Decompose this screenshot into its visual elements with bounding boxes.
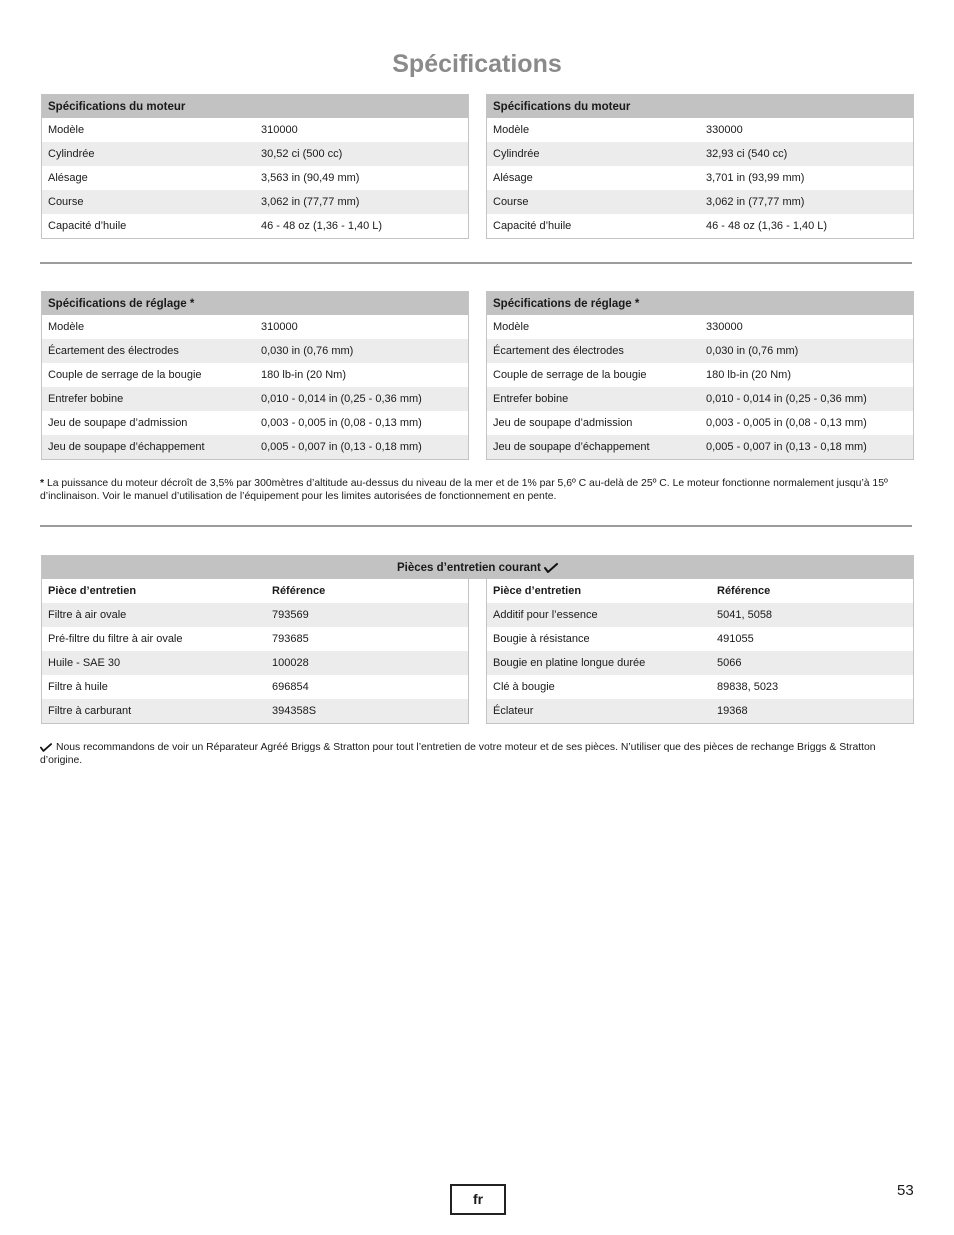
page-number: 53 [897,1182,914,1199]
footnote-text: Nous recommandons de voir un Réparateur Agréé Briggs & Stratton pour tout l’entretien de votre moteur et de ses pièces. N’utiliser que des pièces de rechange Briggs & Stratton d’origine. [40,742,876,766]
table-row: Filtre à carburant 394358S [42,699,469,724]
parts-table-left [41,579,469,724]
section-divider [40,525,912,527]
tuneup-spec-table-310000 [41,291,469,460]
table-row: Écartement des électrodes 0,030 in (0,76 mm) [42,339,469,363]
table-row: Couple de serrage de la bougie 180 lb-in (20 Nm) [487,363,914,387]
table-row: Cylindrée 30,52 ci (500 cc) [42,142,469,166]
table-column-headers [487,579,914,603]
table-row: Course 3,062 in (77,77 mm) [487,190,914,214]
table-row: Course 3,062 in (77,77 mm) [42,190,469,214]
column-header-part: Pièce d’entretien [487,579,712,603]
table-row: Éclateur 19368 [487,699,914,724]
parts-table-header [41,555,914,579]
table-row: Jeu de soupape d’échappement 0,005 - 0,007 in (0,13 - 0,18 mm) [42,435,469,460]
table-row: Jeu de soupape d’échappement 0,005 - 0,007 in (0,13 - 0,18 mm) [487,435,914,460]
table-row: Bougie en platine longue durée 5066 [487,651,914,675]
table-row: Modèle 330000 [487,315,914,339]
parts-footnote [40,742,914,767]
table-row: Alésage 3,563 in (90,49 mm) [42,166,469,190]
column-header-part: Pièce d’entretien [42,579,267,603]
table-row: Cylindrée 32,93 ci (540 cc) [487,142,914,166]
table-row: Modèle 330000 [487,118,914,142]
language-tab: fr [450,1184,506,1215]
engine-spec-table-330000 [486,94,914,239]
column-header-ref: Référence [711,579,914,603]
table-header: Spécifications du moteur [487,95,914,119]
table-row: Entrefer bobine 0,010 - 0,014 in (0,25 - 0,36 mm) [487,387,914,411]
table-header: Spécifications de réglage * [42,292,469,316]
table-row: Modèle 310000 [42,315,469,339]
checkmark-icon [544,563,558,573]
table-header: Spécifications de réglage * [487,292,914,316]
table-row: Filtre à air ovale 793569 [42,603,469,627]
parts-header-label: Pièces d’entretien courant [397,562,541,574]
engine-spec-table-310000 [41,94,469,239]
parts-table-right [486,579,914,724]
table-row: Huile - SAE 30 100028 [42,651,469,675]
footnote-marker: * [40,478,45,489]
table-row: Entrefer bobine 0,010 - 0,014 in (0,25 - 0,36 mm) [42,387,469,411]
table-row: Jeu de soupape d’admission 0,003 - 0,005 in (0,08 - 0,13 mm) [42,411,469,435]
table-row: Capacité d’huile 46 - 48 oz (1,36 - 1,40 L) [487,214,914,239]
table-row: Alésage 3,701 in (93,99 mm) [487,166,914,190]
table-header: Spécifications du moteur [42,95,469,119]
table-column-headers [42,579,469,603]
table-row: Filtre à huile 696854 [42,675,469,699]
footnote-text: La puissance du moteur décroît de 3,5% par 300mètres d’altitude au-dessus du niveau de la mer et de 1% par 5,6º C au-delà de 25º C. Le moteur fonctionne normalement jusqu’à 15º d’inclinaison. Voir le manuel d’utilisation de l’équipement pour les limites autorisées de fonctionnement en pente. [40,478,888,502]
table-row: Capacité d’huile 46 - 48 oz (1,36 - 1,40 L) [42,214,469,239]
table-row: Couple de serrage de la bougie 180 lb-in (20 Nm) [42,363,469,387]
table-row: Modèle 310000 [42,118,469,142]
table-row: Jeu de soupape d’admission 0,003 - 0,005 in (0,08 - 0,13 mm) [487,411,914,435]
section-divider [40,262,912,264]
table-row: Additif pour l’essence 5041, 5058 [487,603,914,627]
table-row: Clé à bougie 89838, 5023 [487,675,914,699]
tuneup-footnote [40,478,914,503]
table-row: Pré-filtre du filtre à air ovale 793685 [42,627,469,651]
table-row: Écartement des électrodes 0,030 in (0,76 mm) [487,339,914,363]
checkmark-icon [40,743,52,752]
page-title: Spécifications [392,50,562,78]
tuneup-spec-table-330000 [486,291,914,460]
table-row: Bougie à résistance 491055 [487,627,914,651]
column-header-ref: Référence [266,579,469,603]
